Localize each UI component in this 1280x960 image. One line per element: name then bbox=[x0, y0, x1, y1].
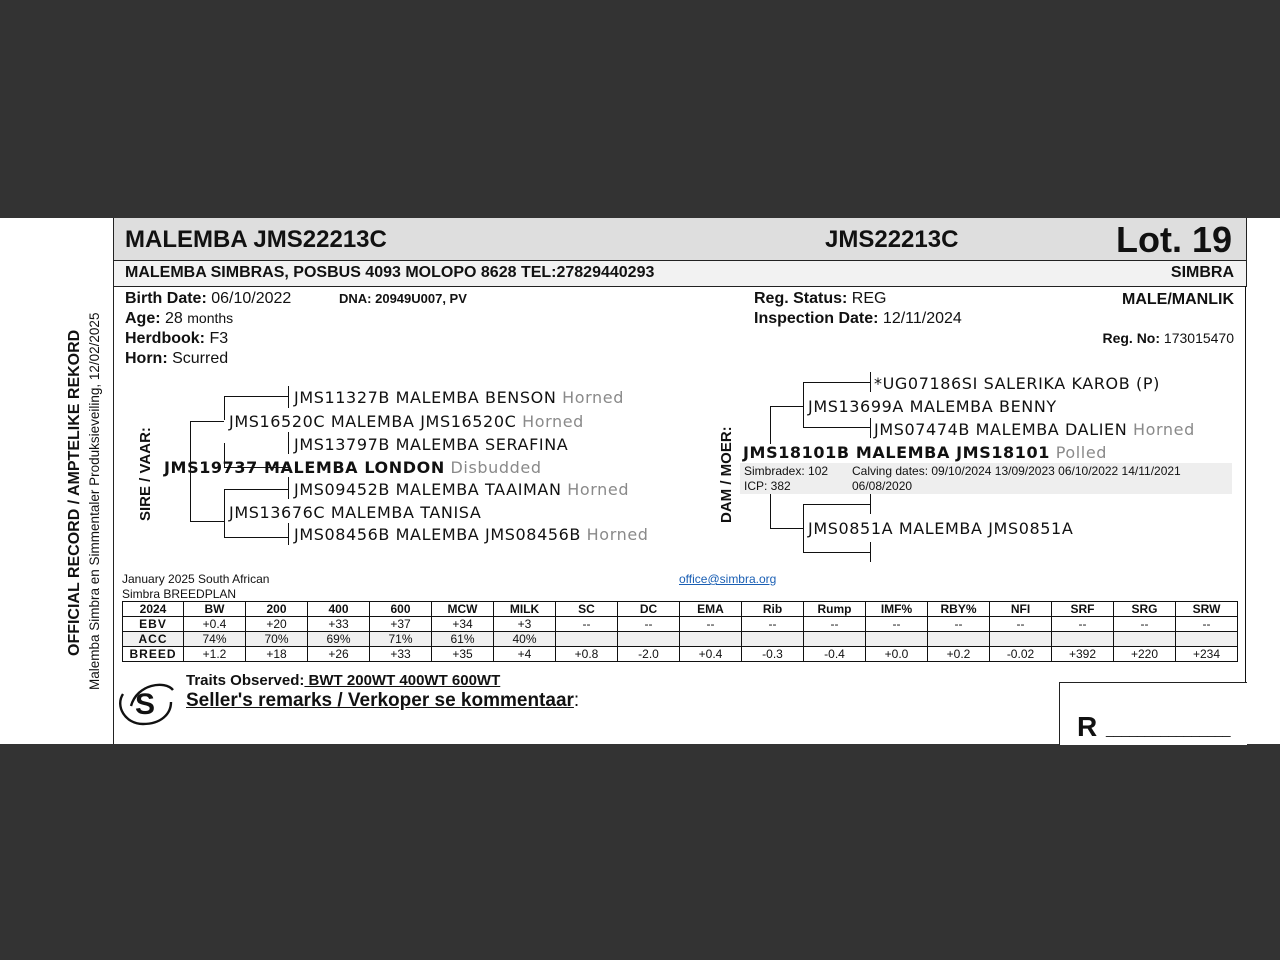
ebv-header-7: SC bbox=[556, 602, 618, 617]
ebv-header-16: SRG bbox=[1114, 602, 1176, 617]
dna-info: DNA: 20949U007, PV bbox=[339, 291, 467, 306]
ebv-cell: +392 bbox=[1052, 647, 1114, 662]
ebv-cell bbox=[804, 632, 866, 647]
reg-status: Reg. Status: REG bbox=[754, 290, 887, 307]
breeder-info: MALEMBA SIMBRAS, POSBUS 4093 MOLOPO 8628 TEL:27829440293 bbox=[125, 264, 655, 281]
animal-id: JMS22213C bbox=[825, 226, 959, 253]
ebv-cell: BREED bbox=[123, 647, 184, 662]
ebv-header-5: MCW bbox=[432, 602, 494, 617]
ebv-cell: +0.0 bbox=[866, 647, 928, 662]
ebv-table bbox=[122, 601, 1238, 662]
ebv-header-8: DC bbox=[618, 602, 680, 617]
ebv-row bbox=[123, 632, 1238, 647]
ebv-cell: +35 bbox=[432, 647, 494, 662]
ebv-cell: +4 bbox=[494, 647, 556, 662]
ebv-cell: 69% bbox=[308, 632, 370, 647]
dam-sire: JMS13699A MALEMBA BENNY bbox=[808, 397, 1057, 416]
ebv-cell: -- bbox=[1176, 617, 1238, 632]
official-record-label: OFFICIAL RECORD / AMPTELIKE REKORD bbox=[66, 329, 83, 656]
ebv-header-17: SRW bbox=[1176, 602, 1238, 617]
ebv-header-13: RBY% bbox=[928, 602, 990, 617]
ebv-cell: -- bbox=[1052, 617, 1114, 632]
sire-sire-dam: JMS13797B MALEMBA SERAFINA bbox=[294, 435, 569, 454]
ebv-cell: +0.4 bbox=[680, 647, 742, 662]
ebv-cell: +33 bbox=[370, 647, 432, 662]
auction-name-label: Malemba Simbra en Simmentaler Produksieveiling, 12/02/2025 bbox=[87, 312, 102, 690]
sire-dam-dam: JMS08456B MALEMBA JMS08456B Horned bbox=[294, 525, 649, 544]
ebv-cell: +0.8 bbox=[556, 647, 618, 662]
ebv-cell: +33 bbox=[308, 617, 370, 632]
ebv-cell bbox=[1176, 632, 1238, 647]
ebv-cell: 40% bbox=[494, 632, 556, 647]
ebv-cell bbox=[618, 632, 680, 647]
animal-card bbox=[113, 218, 1246, 744]
ebv-cell: -- bbox=[742, 617, 804, 632]
simbradex: Simbradex: 102 bbox=[744, 464, 829, 478]
dam-label: DAM / MOER: bbox=[718, 426, 735, 523]
calving-dates-cont: 06/08/2020 bbox=[852, 479, 913, 493]
animal-name: MALEMBA JMS22213C bbox=[125, 226, 387, 253]
ebv-cell: 70% bbox=[246, 632, 308, 647]
dam-name: JMS18101B MALEMBA JMS18101 Polled bbox=[743, 443, 1108, 462]
sire-name: JMS19737 MALEMBA LONDON Disbudded bbox=[164, 458, 542, 477]
ebv-cell: +0.4 bbox=[184, 617, 246, 632]
ebv-cell: 74% bbox=[184, 632, 246, 647]
ebv-header-10: Rib bbox=[742, 602, 804, 617]
birth-date: Birth Date: 06/10/2022 bbox=[125, 290, 292, 307]
ebv-cell bbox=[1052, 632, 1114, 647]
ebv-cell bbox=[866, 632, 928, 647]
reg-number: Reg. No: 173015470 bbox=[1102, 330, 1234, 346]
ebv-cell: EBV bbox=[123, 617, 184, 632]
traits-observed: Traits Observed: BWT 200WT 400WT 600WT bbox=[186, 672, 501, 689]
age: Age: 28 months bbox=[125, 310, 234, 327]
dam-sire-dam: JMS07474B MALEMBA DALIEN Horned bbox=[874, 420, 1195, 439]
dam-sire-sire: *UG07186SI SALERIKA KAROB (P) bbox=[874, 374, 1160, 393]
ebv-cell bbox=[680, 632, 742, 647]
calving-dates: Calving dates: 09/10/2024 13/09/2023 06/10/2022 14/11/2021 bbox=[852, 464, 1181, 478]
lot-sheet bbox=[0, 218, 1280, 744]
ebv-cell bbox=[928, 632, 990, 647]
sellers-remarks: Seller's remarks / Verkoper se kommentaar: bbox=[186, 690, 580, 711]
ebv-row bbox=[123, 647, 1238, 662]
ebv-cell: +34 bbox=[432, 617, 494, 632]
ebv-header-0: 2024 bbox=[123, 602, 184, 617]
ebv-row bbox=[123, 617, 1238, 632]
ebv-cell: -- bbox=[680, 617, 742, 632]
ebv-header-15: SRF bbox=[1052, 602, 1114, 617]
ebv-cell: +1.2 bbox=[184, 647, 246, 662]
svg-text:S: S bbox=[135, 688, 156, 721]
ebv-cell: -0.3 bbox=[742, 647, 804, 662]
r-price-box[interactable] bbox=[1059, 682, 1247, 745]
email-link[interactable]: office@simbra.org bbox=[679, 572, 777, 586]
ebv-cell bbox=[742, 632, 804, 647]
r-line: ________________ bbox=[1106, 721, 1231, 737]
sex: MALE/MANLIK bbox=[1122, 291, 1234, 308]
ebv-header-14: NFI bbox=[990, 602, 1052, 617]
ebv-cell: -- bbox=[866, 617, 928, 632]
ebv-header-12: IMF% bbox=[866, 602, 928, 617]
card-border-right bbox=[1245, 286, 1246, 682]
ebv-cell: +20 bbox=[246, 617, 308, 632]
ebv-cell: 71% bbox=[370, 632, 432, 647]
ebv-cell: -- bbox=[556, 617, 618, 632]
ebv-cell: -- bbox=[1114, 617, 1176, 632]
ebv-header-11: Rump bbox=[804, 602, 866, 617]
ebv-header-9: EMA bbox=[680, 602, 742, 617]
herdbook: Herdbook: F3 bbox=[125, 330, 229, 347]
sire-sire-sire: JMS11327B MALEMBA BENSON Horned bbox=[294, 388, 624, 407]
title-bar bbox=[114, 218, 1247, 261]
ebv-cell: +18 bbox=[246, 647, 308, 662]
ebv-cell: +220 bbox=[1114, 647, 1176, 662]
ebv-header-1: BW bbox=[184, 602, 246, 617]
sire-dam: JMS13676C MALEMBA TANISA bbox=[229, 503, 482, 522]
ebv-cell: -- bbox=[618, 617, 680, 632]
ebv-cell: -2.0 bbox=[618, 647, 680, 662]
simbra-logo bbox=[113, 676, 173, 726]
ebv-cell: +234 bbox=[1176, 647, 1238, 662]
ebv-cell: +37 bbox=[370, 617, 432, 632]
breedplan-line2: Simbra BREEDPLAN bbox=[122, 587, 237, 601]
ebv-cell bbox=[1114, 632, 1176, 647]
breeder-bar bbox=[114, 261, 1247, 287]
ebv-cell bbox=[556, 632, 618, 647]
ebv-cell: +3 bbox=[494, 617, 556, 632]
inspection-date: Inspection Date: 12/11/2024 bbox=[754, 310, 962, 327]
ebv-cell: -- bbox=[804, 617, 866, 632]
ebv-header-2: 200 bbox=[246, 602, 308, 617]
ebv-header-6: MILK bbox=[494, 602, 556, 617]
ebv-cell: +26 bbox=[308, 647, 370, 662]
lot-number: Lot. 19 bbox=[1116, 219, 1233, 260]
ebv-cell: -- bbox=[990, 617, 1052, 632]
ebv-cell bbox=[990, 632, 1052, 647]
ebv-cell: +0.2 bbox=[928, 647, 990, 662]
breedplan-line1: January 2025 South African bbox=[122, 572, 270, 586]
r-label: R bbox=[1077, 711, 1098, 742]
horn-status: Horn: Scurred bbox=[125, 350, 229, 367]
sire-dam-sire: JMS09452B MALEMBA TAAIMAN Horned bbox=[294, 480, 630, 499]
ebv-header-4: 600 bbox=[370, 602, 432, 617]
breed-name: SIMBRA bbox=[1170, 264, 1234, 281]
icp: ICP: 382 bbox=[744, 479, 791, 493]
ebv-header-3: 400 bbox=[308, 602, 370, 617]
ebv-cell: -0.4 bbox=[804, 647, 866, 662]
sire-sire: JMS16520C MALEMBA JMS16520C Horned bbox=[229, 412, 584, 431]
sire-label: SIRE / VAAR: bbox=[137, 427, 154, 521]
ebv-cell: -0.02 bbox=[990, 647, 1052, 662]
ebv-cell: 61% bbox=[432, 632, 494, 647]
ebv-cell: ACC bbox=[123, 632, 184, 647]
ebv-cell: -- bbox=[928, 617, 990, 632]
dam-dam: JMS0851A MALEMBA JMS0851A bbox=[808, 519, 1074, 538]
